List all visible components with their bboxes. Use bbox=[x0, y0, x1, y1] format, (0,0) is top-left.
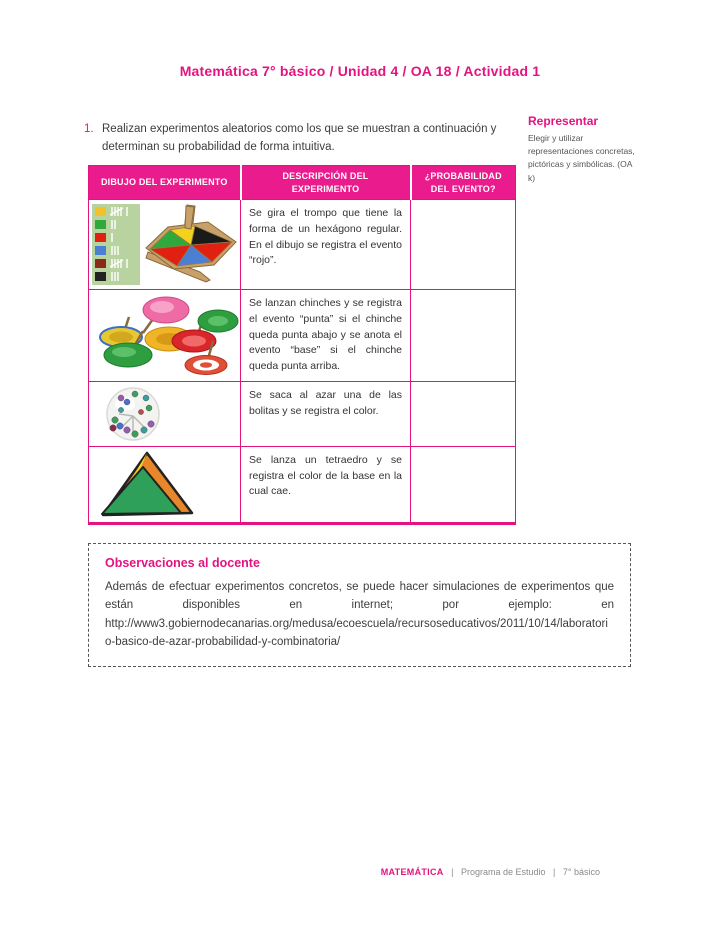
activity-number: 1. bbox=[84, 123, 94, 135]
margin-note-body: Elegir y utilizar representaciones concretas, pictóricas y simbólicas. (OA k) bbox=[528, 133, 635, 183]
table-row bbox=[89, 200, 516, 290]
description-cell: Se saca al azar una de las bolitas y se registra el color. bbox=[241, 381, 411, 446]
description-cell: Se lanza un tetraedro y se registra el color de la base en la cual cae. bbox=[241, 446, 411, 523]
footer-brand: MATEMÁTICA bbox=[380, 867, 444, 877]
header-dibujo: DIBUJO DEL EXPERIMENTO bbox=[89, 166, 241, 200]
header-probabilidad: ¿PROBABILIDAD DEL EVENTO? bbox=[411, 166, 516, 200]
thumbtacks-image bbox=[89, 290, 241, 382]
table-row bbox=[89, 446, 516, 523]
thumbtacks-icon bbox=[91, 293, 239, 378]
spinning-top-image bbox=[89, 200, 241, 290]
experiments-table bbox=[88, 165, 516, 525]
page-footer bbox=[0, 867, 600, 877]
margin-note-heading: Representar bbox=[528, 114, 599, 128]
activity-text: Realizan experimentos aleatorios como los que se muestran a continuación y determinan su probabilidad de forma intuitiva. bbox=[102, 123, 497, 154]
footer-grade: 7° básico bbox=[562, 867, 600, 877]
tetrahedron-icon bbox=[91, 449, 196, 519]
header-descripcion: DESCRIPCIÓN DEL EXPERIMENTO bbox=[241, 166, 411, 200]
table-row bbox=[89, 381, 516, 446]
description-cell: Se lanzan chinches y se registra el evento “punta” si el chinche queda punta abajo y se anota el evento “base” si el chinche queda punta arriba. bbox=[241, 290, 411, 382]
footer-program: Programa de Estudio bbox=[460, 867, 546, 877]
table-row bbox=[89, 290, 516, 382]
probability-cell bbox=[411, 446, 516, 523]
observations-heading: Observaciones al docente bbox=[105, 556, 260, 570]
observations-body: Además de efectuar experimentos concretos, se puede hacer simulaciones de experimentos que están disponibles en internet; por ejemplo: en http://www3.gobiernodecanarias.org/medusa/ecoescuela/recursoseducativos/2011/10/14/laboratorio-basico-de-azar-probabilidad-y-combinatoria/ bbox=[105, 581, 614, 649]
activity-intro bbox=[84, 120, 518, 157]
marbles-sphere-icon bbox=[91, 384, 181, 444]
probability-cell bbox=[411, 200, 516, 290]
teacher-observations-box bbox=[88, 543, 631, 667]
margin-note bbox=[528, 114, 636, 185]
tetrahedron-image bbox=[89, 446, 241, 523]
marbles-sphere-image bbox=[89, 381, 241, 446]
footer-separator: | bbox=[553, 867, 556, 877]
footer-separator: | bbox=[451, 867, 454, 877]
description-cell: Se gira el trompo que tiene la forma de un hexágono regular. En el dibujo se registra el evento “rojo”. bbox=[241, 200, 411, 290]
probability-cell bbox=[411, 290, 516, 382]
spinning-top-icon bbox=[91, 202, 239, 287]
table-header-row bbox=[89, 166, 516, 200]
page-title: Matemática 7° básico / Unidad 4 / OA 18 / Actividad 1 bbox=[179, 63, 541, 79]
probability-cell bbox=[411, 381, 516, 446]
